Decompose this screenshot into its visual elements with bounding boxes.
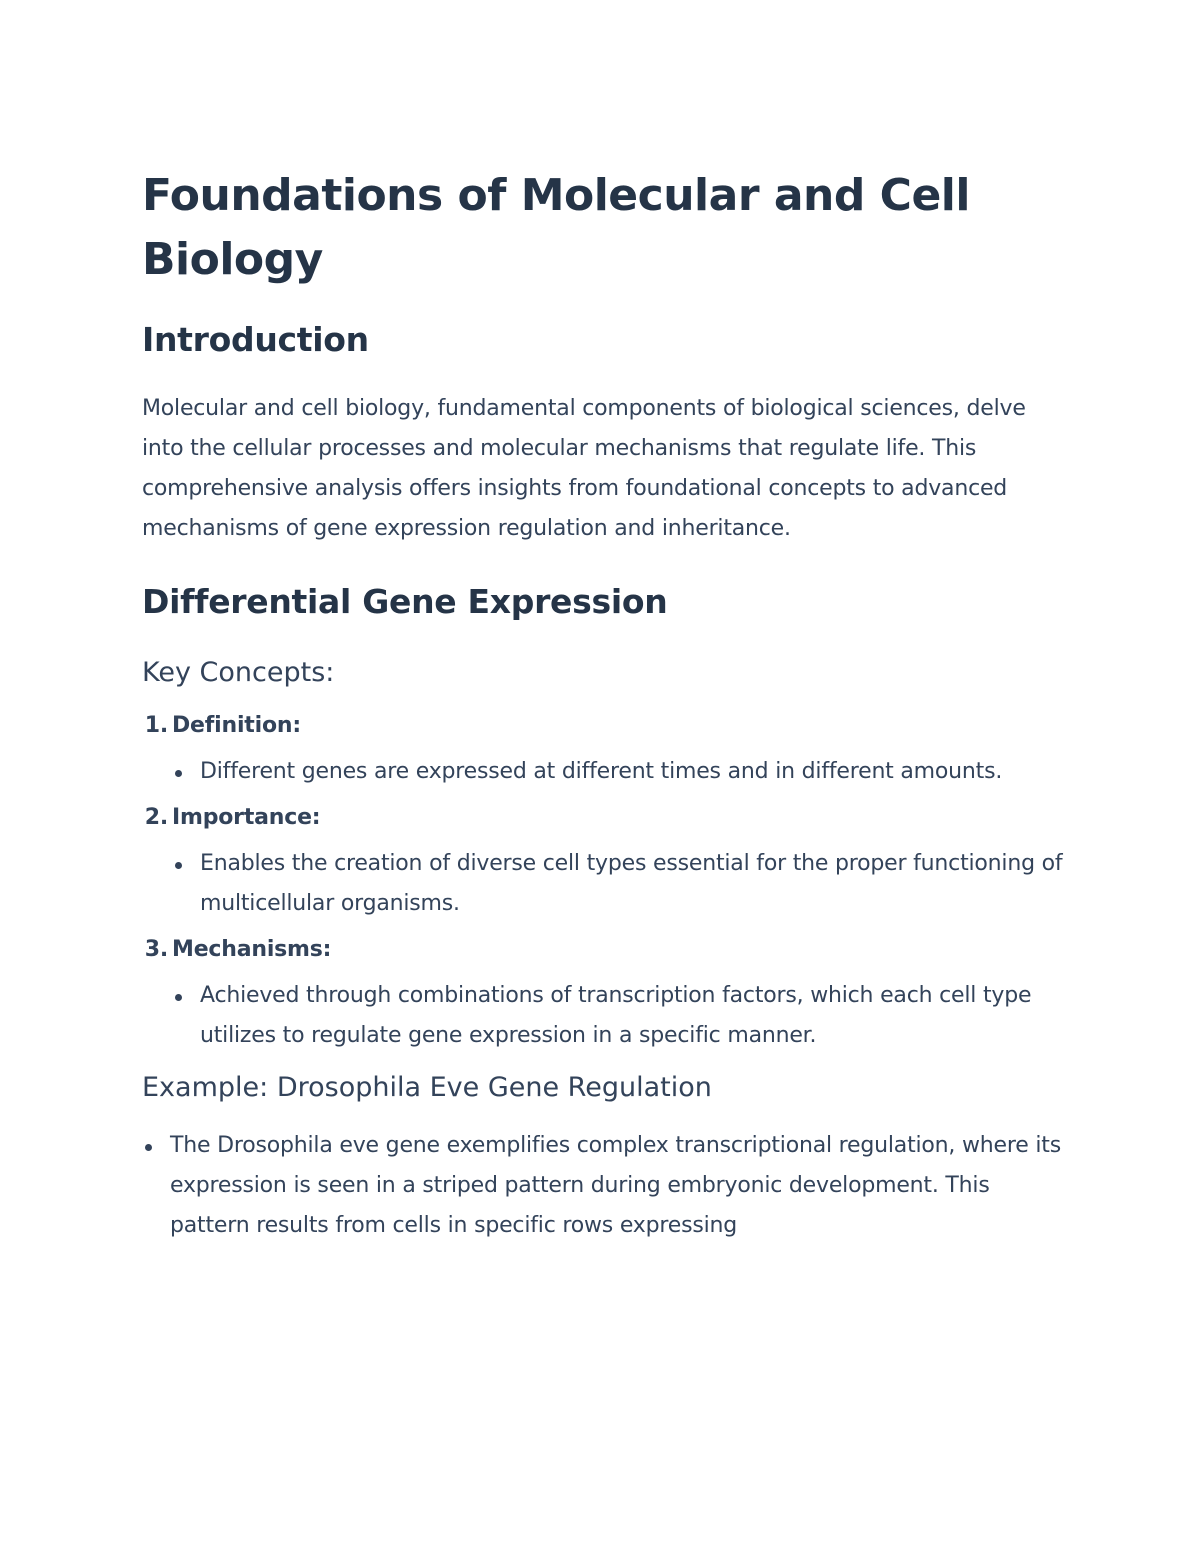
concept-number: 3. bbox=[144, 937, 168, 962]
concept-detail: Enables the creation of diverse cell types essential for the proper functioning of multicellular organisms. bbox=[172, 844, 1072, 924]
introduction-paragraph: Molecular and cell biology, fundamental components of biological sciences, delve into the cellular processes and molecular mechanisms that regulate life. This comprehensive analysis offers insights from foundational concepts to advanced mechanisms of gene expression regulation and inheritance. bbox=[142, 396, 1026, 541]
concept-label: Importance: bbox=[172, 805, 321, 830]
document-title: Foundations of Molecular and Cell Biology bbox=[142, 170, 970, 285]
concept-label: Definition: bbox=[172, 713, 301, 738]
concept-detail: Achieved through combinations of transcription factors, which each cell type utilizes to regulate gene expression in a specific manner. bbox=[172, 976, 1072, 1056]
concept-item bbox=[142, 804, 1072, 924]
concept-detail-list bbox=[142, 976, 1072, 1056]
concept-item bbox=[142, 712, 1072, 792]
key-concepts-heading: Key Concepts: bbox=[142, 657, 335, 688]
key-concepts-list bbox=[142, 712, 1072, 1056]
concept-detail: Different genes are expressed at different times and in different amounts. bbox=[172, 752, 1072, 792]
concept-detail-list bbox=[142, 844, 1072, 924]
concept-label: Mechanisms: bbox=[172, 937, 332, 962]
example-bullet-list bbox=[142, 1126, 1072, 1246]
example-heading: Example: Drosophila Eve Gene Regulation bbox=[142, 1072, 712, 1103]
document-page bbox=[142, 160, 1072, 1246]
concept-number: 1. bbox=[144, 713, 168, 738]
concept-number: 2. bbox=[144, 805, 168, 830]
concept-detail-list bbox=[142, 752, 1072, 792]
example-bullet: The Drosophila eve gene exemplifies complex transcriptional regulation, where its expression is seen in a striped pattern during embryonic development. This pattern results from cells in specific rows expressing bbox=[142, 1126, 1072, 1246]
differential-gene-expression-heading: Differential Gene Expression bbox=[142, 582, 668, 621]
concept-item bbox=[142, 936, 1072, 1056]
introduction-heading: Introduction bbox=[142, 320, 369, 359]
